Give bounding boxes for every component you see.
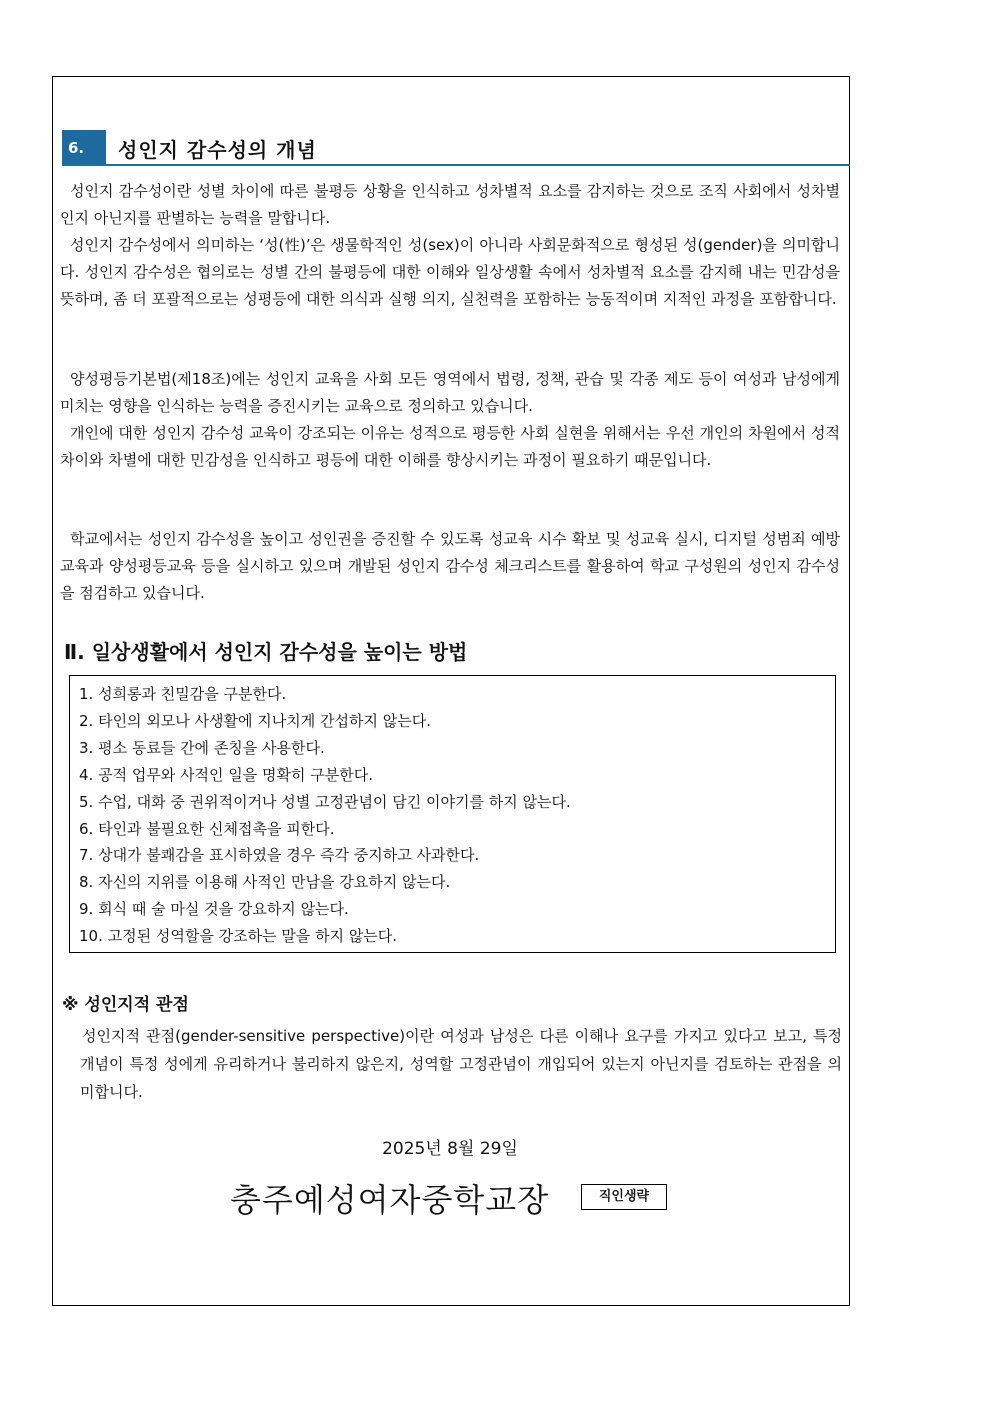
section-header	[62, 130, 850, 166]
paragraph: 성인지 감수성에서 의미하는 ‘성(性)’은 생물학적인 성(sex)이 아니라 사회문화적으로 형성된 성(gender)을 의미합니다. 성인지 감수성은 협의로는 성별 간의 불평등에 대한 이해와 일상생활 속에서 성차별적 요소를 감지해 내는 민감성을 뜻하며, 좀 더 포괄적으로는 성평등에 대한 의식과 실행 의지, 실천력을 포함하는 능동적이며 지적인 과정을 포함합니다.	[60, 236, 840, 308]
paragraph: 개인에 대한 성인지 감수성 교육이 강조되는 이유는 성적으로 평등한 사회 실현을 위해서는 우선 개인의 차원에서 성적 차이와 차별에 대한 민감성을 인식하고 평등에 대한 이해를 향상시키는 과정이 필요하기 때문입니다.	[60, 424, 840, 469]
list-item: 10. 고정된 성역할을 강조하는 말을 하지 않는다.	[79, 927, 398, 946]
school-principal: 충주예성여자중학교장	[230, 1181, 550, 1219]
list-item: 1. 성희롱과 친밀감을 구분한다.	[79, 685, 287, 703]
list-item: 9. 회식 때 술 마실 것을 강요하지 않는다.	[79, 900, 349, 919]
paragraph: 성인지 감수성이란 성별 차이에 따른 불평등 상황을 인식하고 성차별적 요소를 감지하는 것으로 조직 사회에서 성차별인지 아닌지를 판별하는 능력을 말합니다.	[60, 182, 840, 227]
list-item: 8. 자신의 지위를 이용해 사적인 만남을 강요하지 않는다.	[79, 873, 451, 892]
list-item: 6. 타인과 불필요한 신체접촉을 피한다.	[79, 819, 335, 838]
note-text: 성인지적 관점(gender-sensitive perspective)이란 여성과 남성은 다른 이해나 요구를 가지고 있다고 보고, 특정 개념이 특정 성에게 유리하거나 불리하지 않은지, 성역할 고정관념이 개입되어 있는지 아닌지를 검토하는 관점을 의미합니다.	[80, 1027, 842, 1101]
list-item: 3. 평소 동료들 간에 존칭을 사용한다.	[79, 738, 325, 757]
list-item: 5. 수업, 대화 중 권위적이거나 성별 고정관념이 담긴 이야기를 하지 않는다.	[79, 792, 571, 811]
seal-omitted-stamp: 직인생략	[581, 1184, 667, 1210]
section-title: 성인지 감수성의 개념	[118, 138, 317, 162]
paragraph: 학교에서는 성인지 감수성을 높이고 성인권을 증진할 수 있도록 성교육 시수 확보 및 성교육 실시, 디지털 성범죄 예방교육과 양성평등교육 등을 실시하고 있으며 개발된 성인지 감수성 체크리스트를 활용하여 학교 구성원의 성인지 감수성을 점검하고 있습니다.	[60, 530, 840, 602]
school-paragraphs	[60, 526, 840, 607]
list-item: 7. 상대가 불쾌감을 표시하였을 경우 즉각 중지하고 사과한다.	[79, 846, 480, 865]
issue-date: 2025년 8월 29일	[382, 1139, 518, 1159]
law-paragraphs	[60, 366, 840, 474]
list-item: 4. 공적 업무와 사적인 일을 명확히 구분한다.	[79, 765, 374, 784]
note-title: ※ 성인지적 관점	[62, 995, 189, 1015]
intro-paragraphs	[60, 178, 840, 313]
methods-list	[69, 675, 836, 953]
methods-heading: Ⅱ. 일상생활에서 성인지 감수성을 높이는 방법	[64, 640, 468, 664]
paragraph: 양성평등기본법(제18조)에는 성인지 교육을 사회 모든 영역에서 법령, 정책, 관습 및 각종 제도 등이 여성과 남성에게 미치는 영향을 인식하는 능력을 증진시키는 교육으로 정의하고 있습니다.	[60, 370, 840, 415]
section-number: 6.	[62, 130, 106, 164]
list-item: 2. 타인의 외모나 사생활에 지나치게 간섭하지 않는다.	[79, 711, 431, 730]
